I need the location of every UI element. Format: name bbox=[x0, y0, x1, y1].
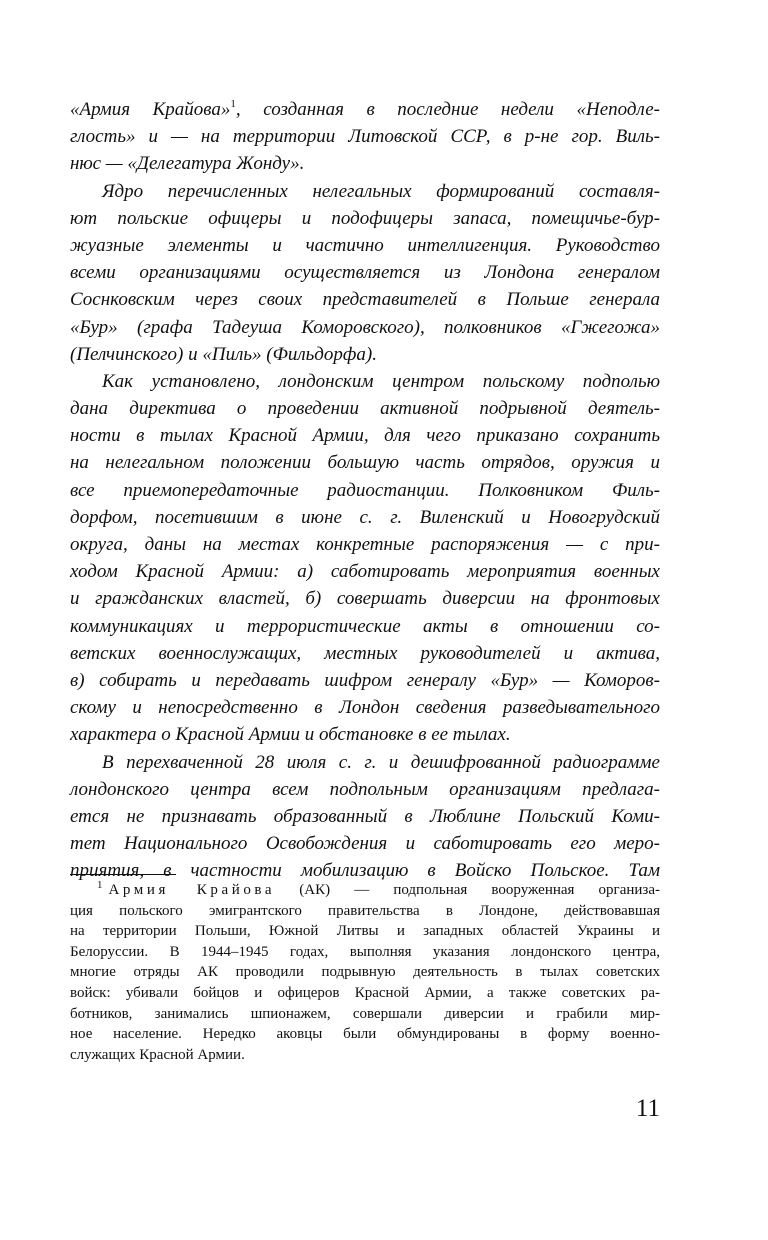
footnote-mark: 1 bbox=[97, 879, 103, 891]
footnote-line-part: (АК) — подпольная вооруженная организа- bbox=[275, 882, 660, 898]
footnote bbox=[70, 880, 660, 1065]
text-line: скому и непосредственно в Лондон сведения разведывательного bbox=[70, 697, 660, 719]
text-line bbox=[70, 96, 660, 123]
text-line: дана директива о проведении активной подрывной деятель- bbox=[70, 398, 660, 420]
text-line: нюс — «Делегатура Жонду». bbox=[70, 153, 305, 175]
text-line: и гражданских властей, б) совершать диверсии на фронтовых bbox=[70, 588, 660, 610]
footnote-separator bbox=[70, 874, 176, 875]
footnote-line: войск: убивали бойцов и офицеров Красной Армии, а также советских ра- bbox=[70, 984, 660, 1001]
footnote-line: ция польского эмигрантского правительства в Лондоне, действовавшая bbox=[70, 902, 660, 919]
text-line: лондонского центра всем подпольным организациям предлага- bbox=[70, 778, 660, 800]
text-line-part: «Армия Крайова» bbox=[70, 99, 231, 120]
text-line: округа, даны на местах конкретные распоряжения — с при- bbox=[70, 534, 660, 555]
text-line: «Бур» (графа Тадеуша Коморовского), полковников «Гжегожа» bbox=[70, 316, 660, 338]
text-line: ходом Красной Армии: а) саботировать мероприятия военных bbox=[70, 561, 660, 583]
text-line: Ядро перечисленных нелегальных формирований составля- bbox=[102, 180, 660, 202]
text-line: Как установлено, лондонским центром польскому подполью bbox=[102, 370, 660, 392]
footnote-line: Белоруссии. В 1944–1945 годах, выполняя указания лондонского центра, bbox=[70, 943, 660, 960]
text-line: характера о Красной Армии и обстановке в ее тылах. bbox=[70, 724, 511, 746]
main-text bbox=[70, 96, 660, 884]
footnote-line: многие отряды АК проводили подрывную деятельность в тылах советских bbox=[70, 964, 660, 981]
text-line: приятия, в частности мобилизацию в Войско Польское. Там bbox=[70, 860, 660, 882]
footnote-line: ботников, занимались шпионажем, совершали диверсии и грабили мир- bbox=[70, 1005, 660, 1022]
text-line: коммуникациях и террористические акты в отношении со- bbox=[70, 615, 660, 637]
text-line: тет Национального Освобождения и саботировать его меро- bbox=[70, 833, 660, 855]
text-line: ют польские офицеры и подофицеры запаса, помещичье-бур- bbox=[70, 207, 660, 229]
footnote-line bbox=[70, 880, 660, 901]
footnote-line: ное население. Нередко аковцы были обмундированы в форму военно- bbox=[70, 1026, 660, 1043]
text-line: В перехваченной 28 июля с. г. и дешифрованной радиограмме bbox=[102, 751, 660, 773]
text-line: все приемопередаточные радиостанции. Полковником Филь- bbox=[70, 479, 660, 501]
text-line: ется не признавать образованный в Люблине Польский Коми- bbox=[70, 805, 660, 827]
footnote-line: служащих Красной Армии. bbox=[70, 1046, 245, 1063]
page-number: 11 bbox=[635, 1095, 660, 1122]
text-line: в) собирать и передавать шифром генералу «Бур» — Коморов- bbox=[70, 669, 660, 691]
text-line: всеми организациями осуществляется из Лондона генералом bbox=[70, 262, 660, 284]
text-line: ветских военнослужащих, местных руководителей и актива, bbox=[70, 642, 660, 664]
text-line: Соснковским через своих представителей в Польше генерала bbox=[70, 289, 660, 311]
text-line: ности в тылах Красной Армии, для чего приказано сохранить bbox=[70, 425, 660, 447]
footnote-term: Армия Крайова bbox=[108, 882, 276, 898]
footnote-reference: 1 bbox=[230, 98, 236, 110]
text-line-part: , созданная в последние недели «Неподле- bbox=[235, 99, 661, 120]
text-line: жуазные элементы и частично интеллигенция. Руководство bbox=[70, 234, 660, 256]
text-line: дорфом, посетившим в июне с. г. Виленский и Новогрудский bbox=[70, 506, 660, 528]
footnote-line: на территории Польши, Южной Литвы и западных областей Украины и bbox=[70, 923, 660, 940]
text-line: на нелегальном положении большую часть отрядов, оружия и bbox=[70, 452, 660, 474]
text-line: (Пелчинского) и «Пиль» (Фильдорфа). bbox=[70, 343, 377, 365]
text-line: глость» и — на территории Литовской ССР, в р-не гор. Виль- bbox=[70, 126, 660, 148]
